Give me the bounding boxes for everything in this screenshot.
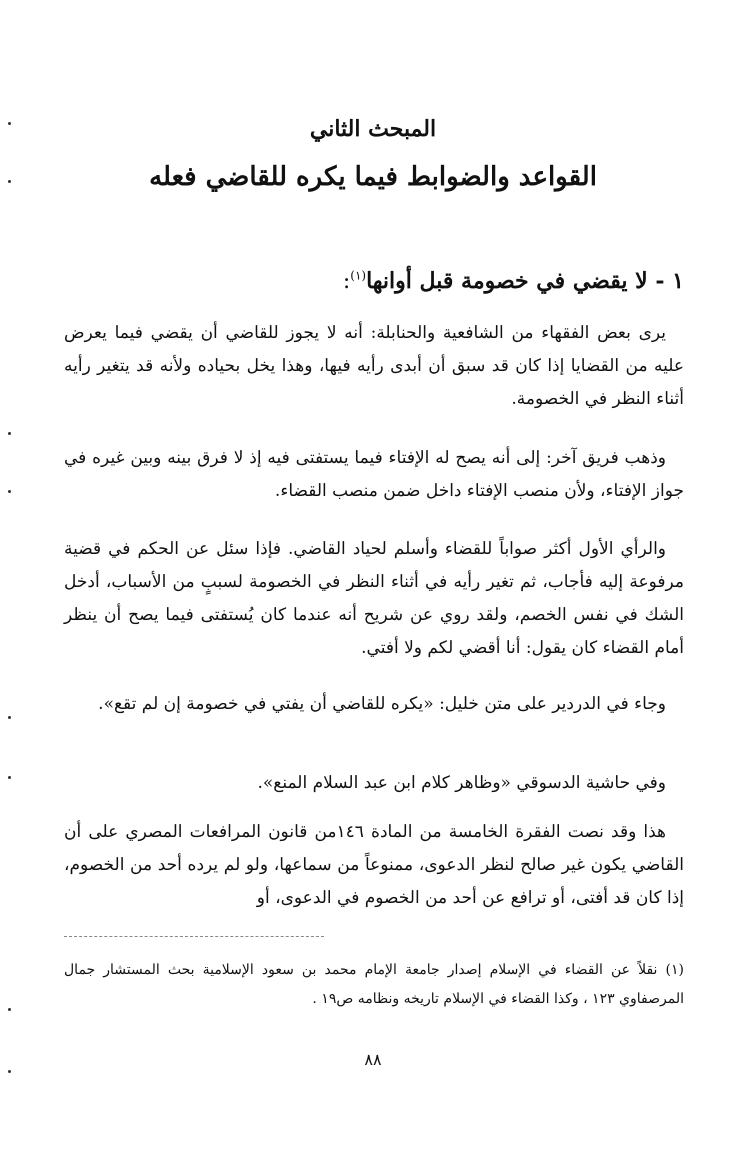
paragraph-4: وجاء في الدردير على متن خليل: «يكره للقاضي أن يفتي في خصومة إن لم تقع». — [98, 694, 666, 714]
scan-speck — [8, 432, 11, 435]
paragraph-6: هذا وقد نصت الفقرة الخامسة من المادة ١٤٦من قانون المرافعات المصري على أن القاضي يكون غير صالح لنظر الدعوى، ممنوعاً من سماعها، ولو لم يرده أحد من الخصوم، إذا كان قد أفتى، أو ترافع عن أحد من الخصوم في الدعوى، أو — [64, 822, 684, 908]
section-title: القواعد والضوابط فيما يكره للقاضي فعله — [149, 162, 597, 192]
footnote-separator — [64, 936, 324, 937]
heading-number: ١ - — [655, 268, 684, 294]
paragraph-2: وذهب فريق آخر: إلى أنه يصح له الإفتاء فيما يستفتى فيه إذ لا فرق بينه وبين غيره في جواز الإفتاء، ولأن منصب الإفتاء داخل ضمن منصب القضاء. — [64, 448, 684, 501]
scan-speck — [8, 180, 11, 183]
footnote: (١) نقلاً عن القضاء في الإسلام إصدار جامعة الإمام محمد بن سعود الإسلامية بحث المستشار جمال المرصفاوي ١٢٣ ، وكذا القضاء في الإسلام تاريخه ونظامه ص١٩ . — [64, 962, 684, 1007]
heading-colon: : — [342, 269, 351, 294]
scan-speck — [8, 716, 11, 719]
page-number: ٨٨ — [364, 1050, 382, 1069]
scan-speck — [8, 776, 11, 779]
paragraph-5: وفي حاشية الدسوقي «وظاهر كلام ابن عبد السلام المنع». — [257, 773, 666, 793]
scan-speck — [8, 122, 11, 125]
footnote-reference: (١) — [350, 268, 367, 283]
heading-text: لا يقضي في خصومة قبل أوانها — [366, 268, 648, 294]
scan-speck — [8, 1008, 11, 1011]
scan-speck — [8, 490, 11, 493]
section-label: المبحث الثاني — [309, 116, 437, 142]
scan-speck — [8, 1070, 11, 1073]
paragraph-1: يرى بعض الفقهاء من الشافعية والحنابلة: أنه لا يجوز للقاضي أن يقضي فيما يعرض عليه من القضايا إذا كان قد سبق أن أبدى رأيه فيها، وهذا يخل بحياده ولأنه قد يتغير رأيه أثناء النظر في الخصومة. — [64, 323, 684, 409]
subsection-heading — [54, 268, 684, 294]
paragraph-3: والرأي الأول أكثر صواباً للقضاء وأسلم لحياد القاضي. فإذا سئل عن الحكم في قضية مرفوعة إليه فأجاب، ثم تغير رأيه في أثناء النظر في الخصومة لسببٍ من الأسباب، أدخل الشك في نفس الخصم، ولقد روي عن شريح أنه عندما كان يُستفتى فيما يصح أن ينظر أمام القضاء كان يقول: أنا أقضي لكم ولا أفتي. — [64, 539, 684, 658]
